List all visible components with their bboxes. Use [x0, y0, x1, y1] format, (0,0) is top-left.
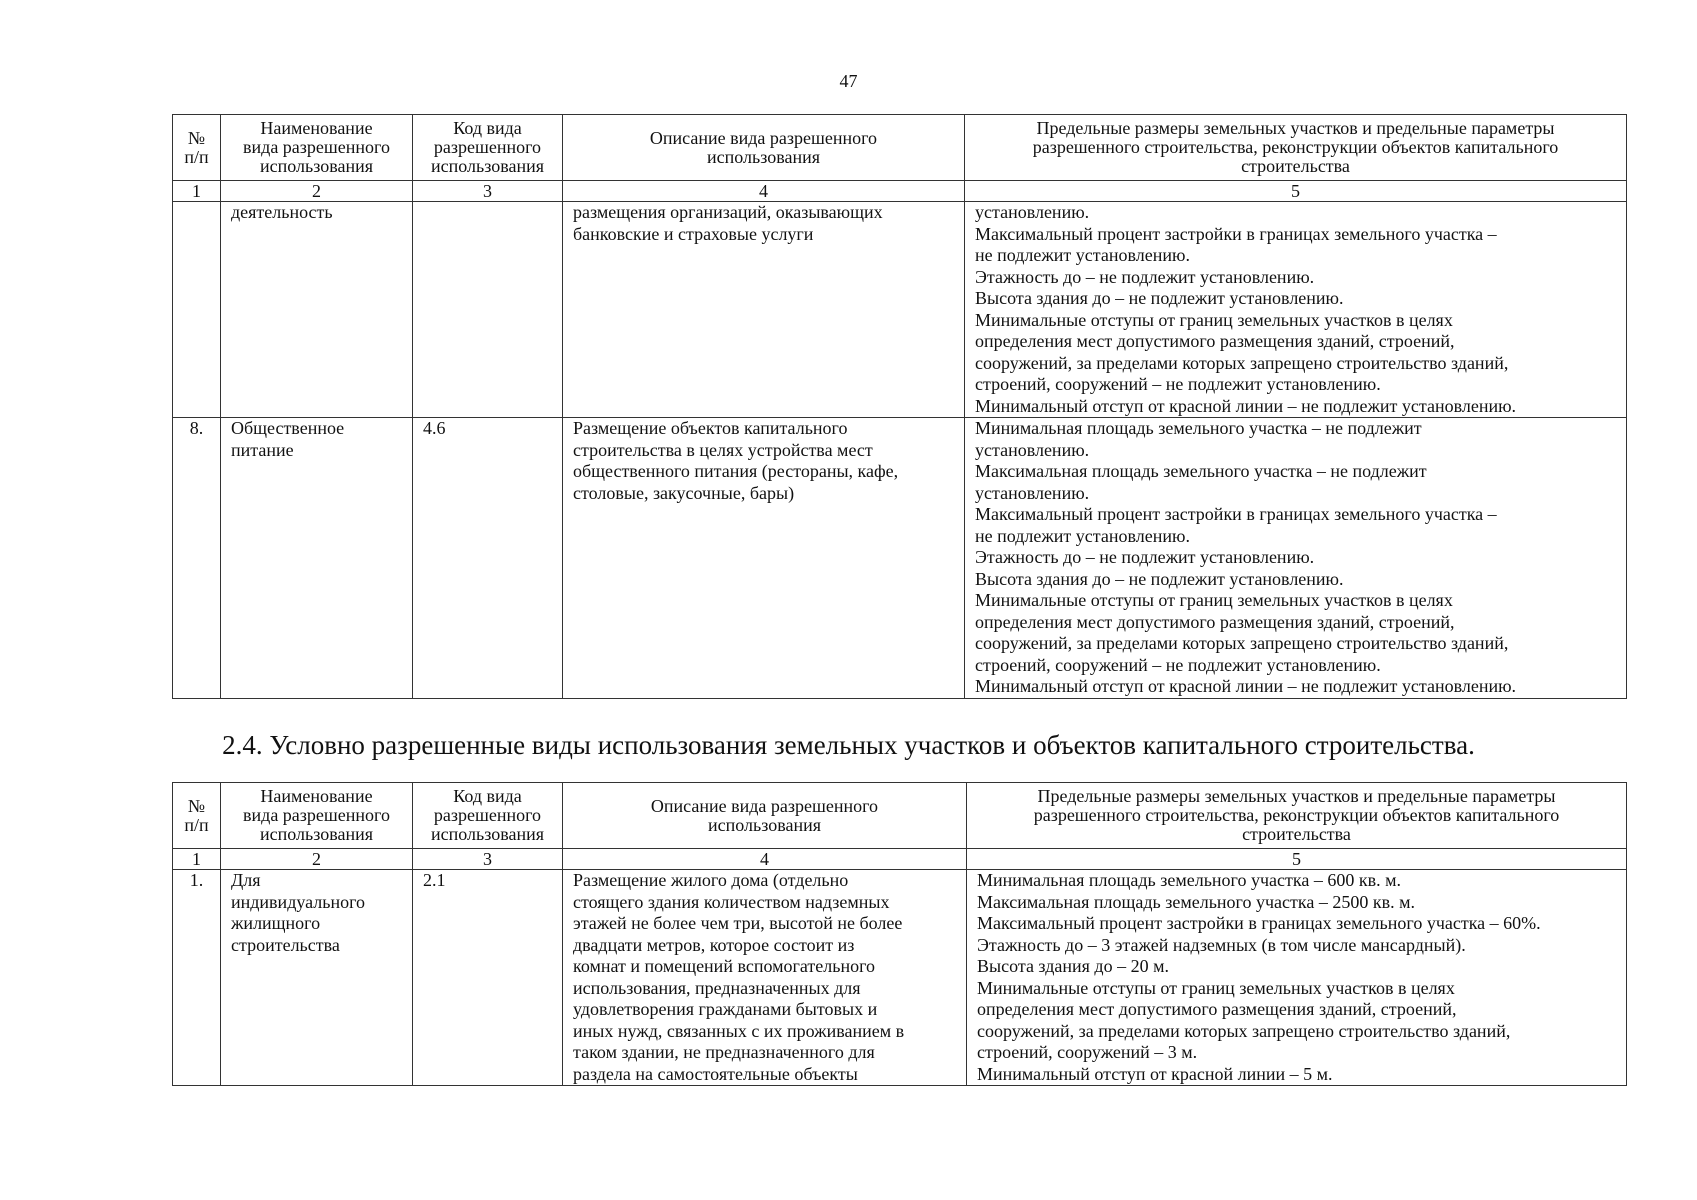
column-number: 4: [563, 181, 965, 202]
column-number: 3: [413, 181, 563, 202]
column-number: 5: [965, 181, 1627, 202]
section-heading: 2.4. Условно разрешенные виды использования земельных участков и объектов капитального строительства.: [222, 730, 1475, 760]
row-use-limits: установлению. Максимальный процент застройки в границах земельного участка – не подлежит установлению. Этажность до – не подлежит установлению. Высота здания до – не подлежит установлению. Минимальные отступы от границ земельных участков в целях определения мест допустимого размещения зданий, строений, сооружений, за пределами которых запрещено строительство зданий, строений, сооружений – не подлежит установлению. Минимальный отступ от красной линии – не подлежит установлению.: [965, 202, 1627, 418]
header-name: Наименование вида разрешенного использования: [221, 115, 413, 181]
conditional-land-use-table: [172, 782, 1627, 1086]
header-description: Описание вида разрешенного использования: [563, 115, 965, 181]
column-number: 2: [221, 181, 413, 202]
row-use-code: 2.1: [413, 870, 563, 1086]
row-num: 8.: [173, 418, 221, 699]
header-limits: Предельные размеры земельных участков и предельные параметры разрешенного строительства, реконструкции объектов капитального строительства: [965, 115, 1627, 181]
column-number-row: [173, 181, 1627, 202]
column-number: 2: [221, 849, 413, 870]
row-use-limits: Минимальная площадь земельного участка – не подлежит установлению. Максимальная площадь земельного участка – не подлежит установлению. Максимальный процент застройки в границах земельного участка – не подлежит установлению. Этажность до – не подлежит установлению. Высота здания до – не подлежит установлению. Минимальные отступы от границ земельных участков в целях определения мест допустимого размещения зданий, строений, сооружений, за пределами которых запрещено строительство зданий, строений, сооружений – не подлежит установлению. Минимальный отступ от красной линии – не подлежит установлению.: [965, 418, 1627, 699]
land-use-table-continued: [172, 114, 1627, 699]
row-use-description: Размещение жилого дома (отдельно стоящего здания количеством надземных этажей не более чем три, высотой не более двадцати метров, которое состоит из комнат и помещений вспомогательного использования, предназначенных для удовлетворения гражданами бытовых и иных нужд, связанных с их проживанием в таком здании, не предназначенного для раздела на самостоятельные объекты: [563, 870, 967, 1086]
row-use-name: деятельность: [221, 202, 413, 418]
table-row: [173, 418, 1627, 699]
row-use-limits: Минимальная площадь земельного участка – 600 кв. м. Максимальная площадь земельного участка – 2500 кв. м. Максимальный процент застройки в границах земельного участка – 60%. Этажность до – 3 этажей надземных (в том числе мансардный). Высота здания до – 20 м. Минимальные отступы от границ земельных участков в целях определения мест допустимого размещения зданий, строений, сооружений, за пределами которых запрещено строительство зданий, строений, сооружений – 3 м. Минимальный отступ от красной линии – 5 м.: [967, 870, 1627, 1086]
header-num: № п/п: [173, 115, 221, 181]
header-description: Описание вида разрешенного использования: [563, 783, 967, 849]
header-code: Код вида разрешенного использования: [413, 783, 563, 849]
column-number: 1: [173, 181, 221, 202]
header-num: № п/п: [173, 783, 221, 849]
row-use-description: Размещение объектов капитального строительства в целях устройства мест общественного питания (рестораны, кафе, столовые, закусочные, бары): [563, 418, 965, 699]
table-header-row: [173, 783, 1627, 849]
table-row: [173, 870, 1627, 1086]
column-number: 4: [563, 849, 967, 870]
column-number: 5: [967, 849, 1627, 870]
column-number-row: [173, 849, 1627, 870]
row-use-description: размещения организаций, оказывающих банковские и страховые услуги: [563, 202, 965, 418]
table-header-row: [173, 115, 1627, 181]
column-number: 3: [413, 849, 563, 870]
row-use-name: Общественное питание: [221, 418, 413, 699]
row-use-code: [413, 202, 563, 418]
row-use-code: 4.6: [413, 418, 563, 699]
column-number: 1: [173, 849, 221, 870]
row-num: [173, 202, 221, 418]
row-num: 1.: [173, 870, 221, 1086]
header-name: Наименование вида разрешенного использования: [221, 783, 413, 849]
header-code: Код вида разрешенного использования: [413, 115, 563, 181]
page-number: 47: [839, 71, 858, 91]
table-row: [173, 202, 1627, 418]
header-limits: Предельные размеры земельных участков и предельные параметры разрешенного строительства, реконструкции объектов капитального строительства: [967, 783, 1627, 849]
row-use-name: Для индивидуального жилищного строительства: [221, 870, 413, 1086]
